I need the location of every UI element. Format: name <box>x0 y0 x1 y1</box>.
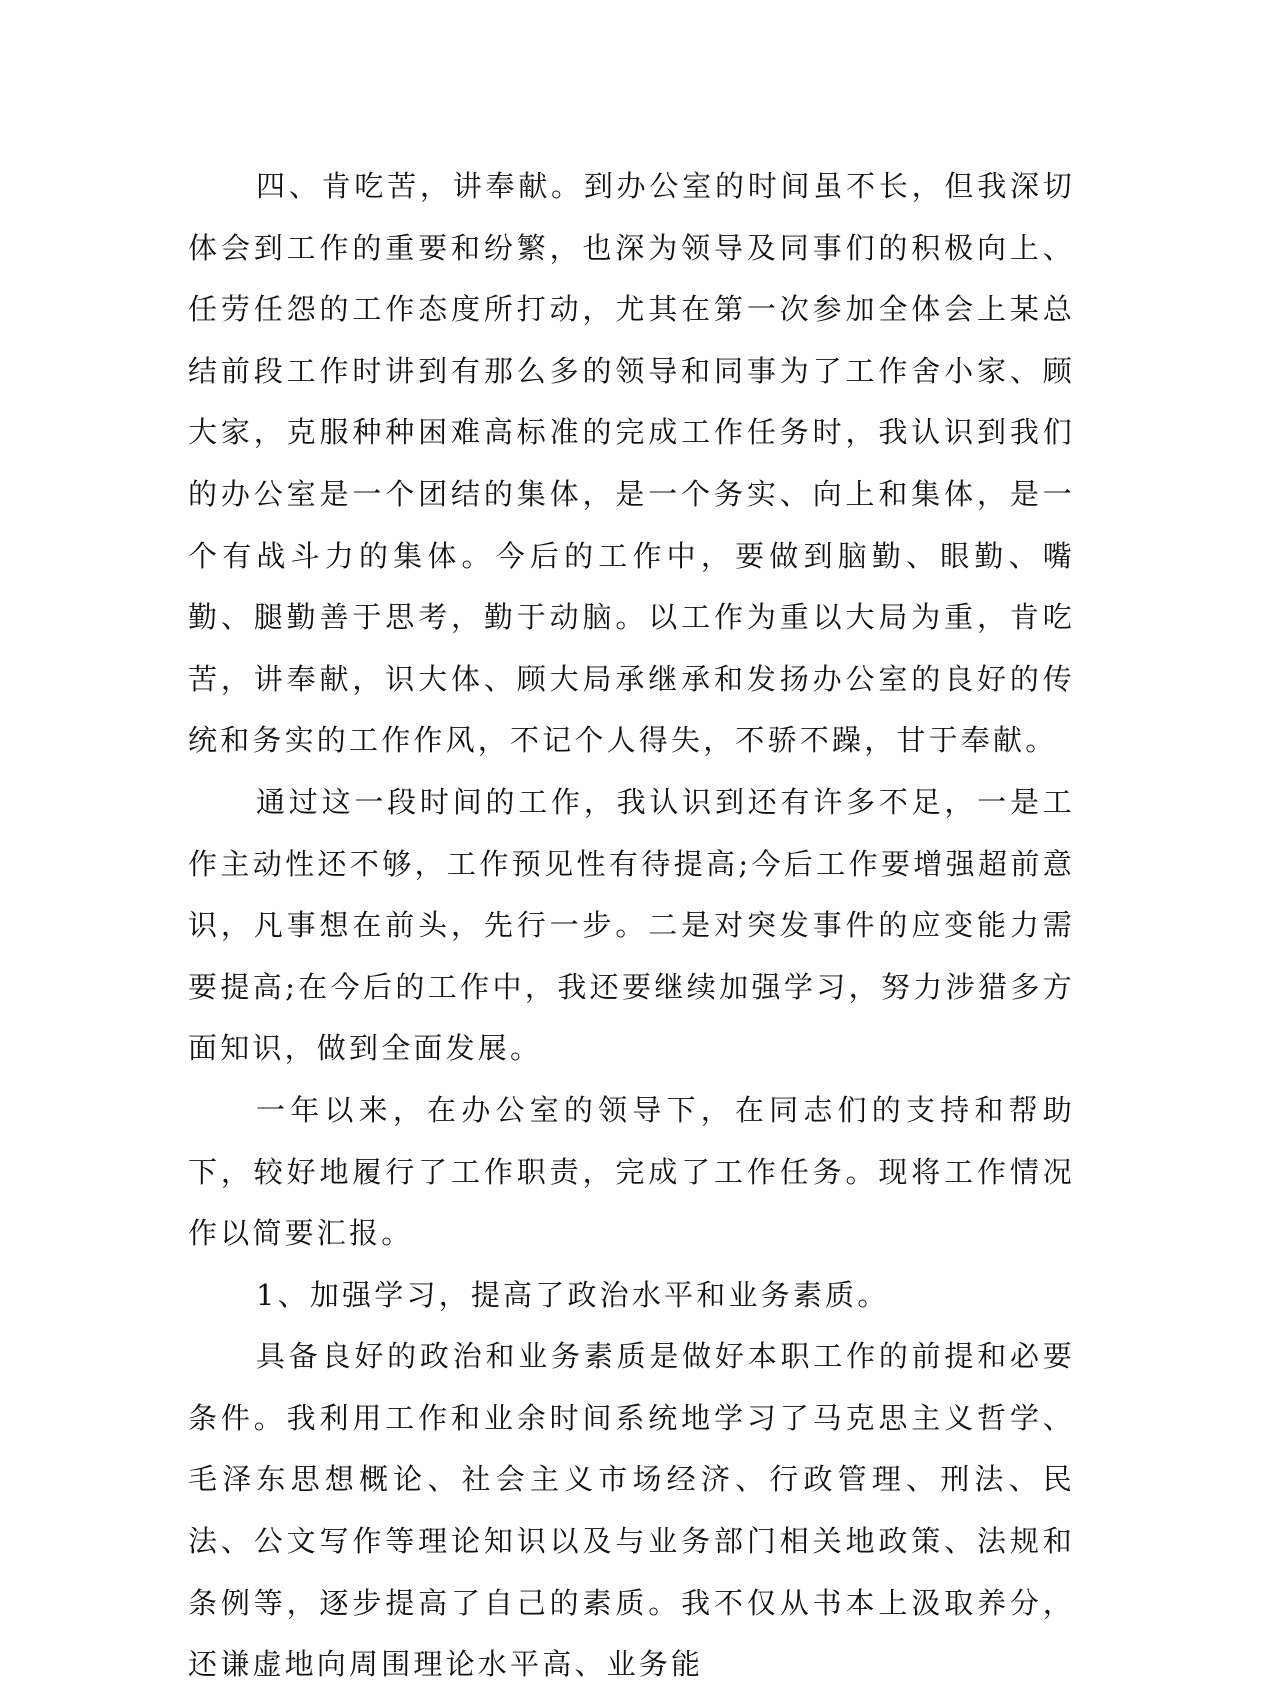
paragraph-study-details: 具备良好的政治和业务素质是做好本职工作的前提和必要条件。我利用工作和业余时间系统地学习了马克思主义哲学、毛泽东思想概论、社会主义市场经济、行政管理、刑法、民法、公文写作等理论知识以及与业务部门相关地政策、法规和条例等，逐步提高了自己的素质。我不仅从书本上汲取养分，还谦虚地向周围理论水平高、业务能 <box>188 1339 1075 1682</box>
paragraph-annual-summary: 一年以来，在办公室的领导下，在同志们的支持和帮助下，较好地履行了工作职责，完成了工作任务。现将工作情况作以简要汇报。 <box>188 1092 1075 1251</box>
paragraph-section-heading-study: 1、加强学习，提高了政治水平和业务素质。 <box>256 1277 890 1312</box>
paragraph-dedication: 四、肯吃苦，讲奉献。到办公室的时间虽不长，但我深切体会到工作的重要和纷繁，也深为领导及同事们的积极向上、任劳任怨的工作态度所打动，尤其在第一次参加全体会上某总结前段工作时讲到有那么多的领导和同事为了工作舍小家、顾大家，克服种种困难高标准的完成工作任务时，我认识到我们的办公室是一个团结的集体，是一个务实、向上和集体，是一个有战斗力的集体。今后的工作中，要做到脑勤、眼勤、嘴勤、腿勤善于思考，勤于动脑。以工作为重以大局为重，肯吃苦，讲奉献，识大体、顾大局承继承和发扬办公室的良好的传统和务实的工作作风，不记个人得失，不骄不躁，甘于奉献。 <box>188 169 1075 758</box>
document-body <box>188 156 1075 1696</box>
paragraph-shortcomings: 通过这一段时间的工作，我认识到还有许多不足，一是工作主动性还不够，工作预见性有待提高;今后工作要增强超前意识，凡事想在前头，先行一步。二是对突发事件的应变能力需要提高;在今后的工作中，我还要继续加强学习，努力涉猎多方面知识，做到全面发展。 <box>188 784 1075 1066</box>
